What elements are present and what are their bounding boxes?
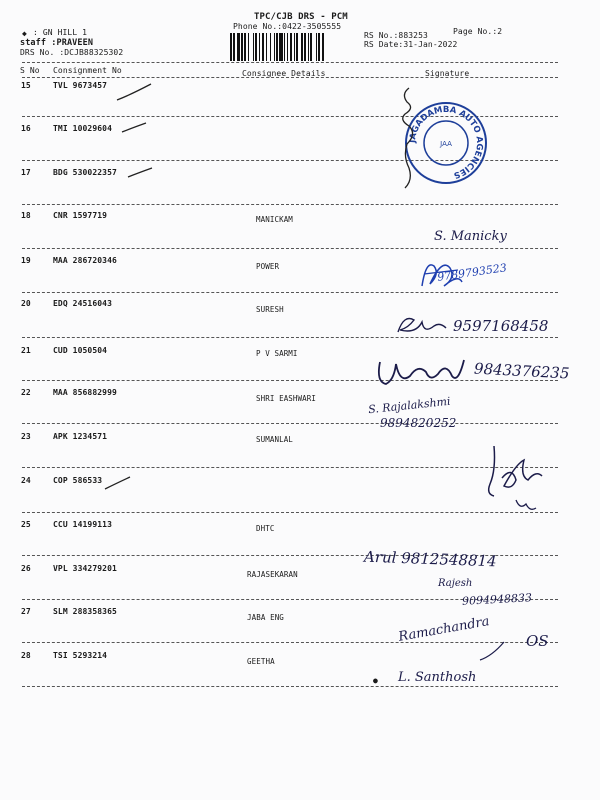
row-26-sno: 26 — [21, 564, 31, 573]
row-18-consignee: MANICKAM — [256, 215, 293, 224]
row-25-sno: 25 — [21, 520, 31, 529]
phone-label: Phone No.: — [233, 22, 283, 31]
rs-no-label: RS No.: — [364, 31, 399, 40]
row-20-sno: 20 — [21, 299, 31, 308]
drs-line — [20, 48, 123, 57]
row-28-sno: 28 — [21, 651, 31, 660]
row-20-consignee: SURESH — [256, 305, 284, 314]
handwriting-row-21: 9843376235 — [473, 359, 570, 383]
column-consignee: Consignee Details — [242, 69, 326, 78]
header-divider-top — [22, 62, 558, 63]
phone-number: 0422-3505555 — [282, 22, 342, 31]
row-divider — [22, 512, 558, 513]
row-15-consignment: TVL 9673457 — [53, 81, 108, 90]
header-marker: ◆ — [22, 29, 27, 38]
signature-rows-23-24 — [482, 440, 552, 520]
row-26-consignee: RAJASEKARAN — [247, 570, 298, 579]
handwriting-row-28: L. Santhosh — [398, 670, 477, 685]
row-23-consignee: SUMANLAL — [256, 435, 293, 444]
row-19-consignee: POWER — [256, 262, 280, 271]
row-17-sno: 17 — [21, 168, 31, 177]
row-28-bullet: ● — [373, 676, 378, 685]
barcode — [230, 33, 356, 61]
handwriting-row-22-name: S. Rajalakshmi — [367, 394, 452, 417]
signature-row-20 — [394, 312, 450, 340]
row-16-consignment: TMI 10029604 — [53, 124, 112, 133]
row-24-sno: 24 — [21, 476, 31, 485]
row-23-sno: 23 — [21, 432, 31, 441]
row-25-consignment: CCU 14199113 — [53, 520, 112, 529]
row-22-consignee: SHRI EASHWARI — [256, 394, 316, 403]
column-sno: S No — [20, 66, 40, 75]
handwriting-row-26: Arul 9812548814 — [363, 547, 497, 571]
rs-no: 883253 — [398, 31, 428, 40]
row-24-consignment: COP 586533 — [53, 476, 103, 485]
row-27-sno: 27 — [21, 607, 31, 616]
tick-mark-17 — [126, 165, 156, 181]
drs-number: DCJB88325302 — [64, 48, 124, 57]
column-signature: Signature — [425, 69, 470, 78]
handwriting-row-19: 9789793523 — [436, 261, 508, 284]
row-20-consignment: EDQ 24516043 — [53, 299, 112, 308]
row-15-sno: 15 — [21, 81, 31, 90]
handwriting-row-27-phone: 9094948833 — [461, 591, 533, 608]
page-no-line — [453, 27, 502, 36]
row-divider — [22, 204, 558, 205]
phone-line — [233, 22, 341, 31]
row-21-consignment: CUD 1050504 — [53, 346, 108, 355]
header-divider-bottom — [22, 77, 558, 78]
row-22-consignment: MAA 856882999 — [53, 388, 117, 397]
stamp-ring-text: JAGADAMBA AUTO AGENCIES — [407, 104, 485, 180]
row-divider — [22, 467, 558, 468]
rs-date: 31-Jan-2022 — [403, 40, 458, 49]
row-divider — [22, 292, 558, 293]
rs-no-line — [364, 31, 428, 40]
row-16-sno: 16 — [21, 124, 31, 133]
row-21-sno: 21 — [21, 346, 31, 355]
row-17-consignment: BDG 530022357 — [53, 168, 117, 177]
handwriting-row-18: S. Manicky — [434, 229, 507, 244]
column-consignment: Consignment No — [53, 66, 122, 75]
row-26-consignment: VPL 334279201 — [53, 564, 117, 573]
row-divider — [22, 337, 558, 338]
row-22-sno: 22 — [21, 388, 31, 397]
handwriting-row-26-name: Rajesh — [438, 578, 473, 589]
row-18-consignment: CNR 1597719 — [53, 211, 108, 220]
branch-name: : GN HILL 1 — [33, 28, 88, 37]
handwriting-row-20: 9597168458 — [453, 317, 549, 335]
handwriting-row-27-suffix: OS — [526, 632, 549, 650]
row-23-consignment: APK 1234571 — [53, 432, 108, 441]
row-28-consignment: TSI 5293214 — [53, 651, 108, 660]
drs-label: DRS No. : — [20, 48, 65, 57]
tick-mark-24 — [103, 473, 133, 493]
row-27-consignee: JABA ENG — [247, 613, 284, 622]
row-18-sno: 18 — [21, 211, 31, 220]
page-no: 2 — [497, 27, 503, 36]
row-divider — [22, 423, 558, 424]
signature-row-27-flourish — [478, 640, 508, 664]
staff-name: PRAVEEN — [56, 38, 94, 48]
tick-mark-16 — [120, 120, 150, 136]
row-28-consignee: GEETHA — [247, 657, 275, 666]
handwriting-row-22-phone: 9894820252 — [380, 416, 457, 430]
signature-row-21 — [374, 354, 474, 390]
row-27-consignment: SLM 288358365 — [53, 607, 117, 616]
row-divider — [22, 248, 558, 249]
page-no-label: Page No.: — [453, 27, 498, 36]
barcode-bar — [324, 33, 325, 61]
signature-rows-15-17 — [395, 84, 425, 194]
tick-mark-15 — [115, 80, 155, 105]
row-19-sno: 19 — [21, 256, 31, 265]
staff-label: staff : — [20, 38, 57, 48]
row-21-consignee: P V SARMI — [256, 349, 298, 358]
row-25-consignee: DHTC — [256, 524, 275, 533]
stamp-center-text: JAA — [440, 140, 452, 148]
staff-line — [20, 38, 93, 48]
rs-date-label: RS Date: — [364, 40, 404, 49]
row-19-consignment: MAA 286720346 — [53, 256, 117, 265]
row-divider — [22, 686, 558, 687]
document-title: TPC/CJB DRS - PCM — [254, 12, 348, 22]
rs-date-line — [364, 40, 457, 49]
handwriting-row-27: Ramachandra — [397, 614, 491, 645]
row-divider — [22, 380, 558, 381]
